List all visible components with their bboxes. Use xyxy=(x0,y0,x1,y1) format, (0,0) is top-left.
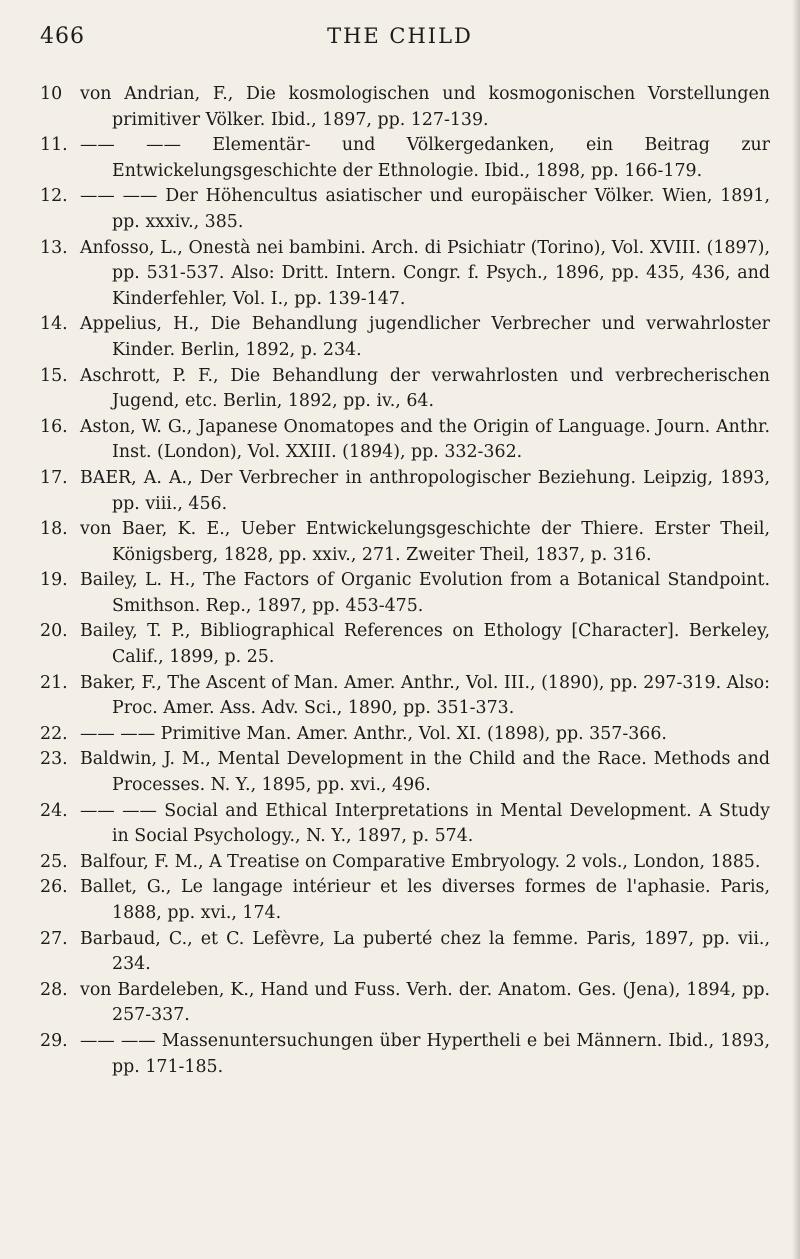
entry-number: 13. xyxy=(40,237,68,258)
entry-text: Aston, W. G., Japanese Onomatopes and the Origin of Language. Journ. Anthr. Inst. (London), Vol. XXIII. (1894), pp. 332-362. xyxy=(80,416,770,463)
running-head: THE CHILD xyxy=(327,24,473,48)
bibliography-entry xyxy=(40,415,770,466)
entry-text: Balfour, F. M., A Treatise on Comparative Embryology. 2 vols., London, 1885. xyxy=(80,851,761,872)
bibliography-entry xyxy=(40,978,770,1029)
entry-text: BAER, A. A., Der Verbrecher in anthropologischer Beziehung. Leipzig, 1893, pp. viii., 456. xyxy=(80,467,770,514)
entry-text: Baker, F., The Ascent of Man. Amer. Anthr., Vol. III., (1890), pp. 297-319. Also: Proc. Amer. Ass. Adv. Sci., 1890, pp. 351-373. xyxy=(80,672,770,719)
page-number: 466 xyxy=(40,24,85,49)
entry-number: 25. xyxy=(40,851,68,872)
entry-number: 29. xyxy=(40,1030,68,1051)
entry-text: von Bardeleben, K., Hand und Fuss. Verh. der. Anatom. Ges. (Jena), 1894, pp. 257-337. xyxy=(80,979,770,1026)
entry-number: 23. xyxy=(40,749,68,770)
entry-number: 17. xyxy=(40,467,68,488)
bibliography-entry xyxy=(40,364,770,415)
bibliography-entry xyxy=(40,619,770,670)
entry-number: 16. xyxy=(40,416,68,437)
entry-text: Bailey, L. H., The Factors of Organic Evolution from a Botanical Standpoint. Smithson. Rep., 1897, pp. 453-475. xyxy=(80,570,770,616)
entry-number: 26. xyxy=(40,877,68,898)
entry-number: 14. xyxy=(40,314,68,335)
entry-text: Anfosso, L., Onestà nei bambini. Arch. di Psichiatr (Torino), Vol. XVIII. (1897), pp. 531-537. Also: Dritt. Intern. Congr. f. Psych., 1896, pp. 435, 436, and Kinderfehler, Vol. I., pp. 139-147. xyxy=(80,237,770,309)
entry-number: 28. xyxy=(40,979,68,1000)
entry-text: von Andrian, F., Die kosmologischen und kosmogonischen Vorstellungen primitiver Völker. Ibid., 1897, pp. 127-139. xyxy=(80,84,770,130)
entry-text: Baldwin, J. M., Mental Development in the Child and the Race. Methods and Processes. N. Y., 1895, pp. xvi., 496. xyxy=(80,749,770,796)
entry-number: 12. xyxy=(40,186,68,207)
entry-text: Appelius, H., Die Behandlung jugendlicher Verbrecher und verwahrloster Kinder. Berlin, 1892, p. 234. xyxy=(80,314,770,360)
entry-number: 24. xyxy=(40,800,68,821)
entry-number: 10 xyxy=(40,84,63,104)
bibliography-entry xyxy=(40,236,770,313)
bibliography-entry xyxy=(40,875,770,926)
bibliography-entry xyxy=(40,312,770,363)
entry-text: von Baer, K. E., Ueber Entwickelungsgeschichte der Thiere. Erster Theil, Königsberg, 1828, pp. xxiv., 271. Zweiter Theil, 1837, p. 316. xyxy=(80,519,770,565)
entry-text: Ballet, G., Le langage intérieur et les diverses formes de l'aphasie. Paris, 1888, pp. xvi., 174. xyxy=(80,877,770,923)
entry-text: Aschrott, P. F., Die Behandlung der verwahrlosten und verbrecherischen Jugend, etc. Berlin, 1892, pp. iv., 64. xyxy=(80,365,770,412)
bibliography-entry xyxy=(40,568,770,619)
entry-text: —— —— Elementär- und Völkergedanken, ein Beitrag zur Entwickelungsgeschichte der Ethnologie. Ibid., 1898, pp. 166-179. xyxy=(80,135,770,181)
page-header xyxy=(40,20,760,60)
bibliography-entry xyxy=(40,850,770,876)
entry-number: 21. xyxy=(40,672,68,693)
entry-number: 18. xyxy=(40,519,68,540)
bibliography-list xyxy=(40,82,770,1080)
bibliography-entry xyxy=(40,747,770,798)
bibliography-entry xyxy=(40,1029,770,1080)
bibliography-entry xyxy=(40,184,770,235)
entry-number: 27. xyxy=(40,928,68,949)
entry-text: —— —— Der Höhencultus asiatischer und europäischer Völker. Wien, 1891, pp. xxxiv., 385. xyxy=(80,186,770,232)
entry-text: —— —— Social and Ethical Interpretations in Mental Development. A Study in Social Psychology., N. Y., 1897, p. 574. xyxy=(80,800,770,847)
entry-number: 22. xyxy=(40,723,68,744)
bibliography-entry xyxy=(40,799,770,850)
entry-number: 19. xyxy=(40,570,68,591)
bibliography-entry xyxy=(40,671,770,722)
bibliography-entry xyxy=(40,517,770,568)
entry-number: 20. xyxy=(40,621,68,642)
bibliography-entry xyxy=(40,466,770,517)
bibliography-entry xyxy=(40,722,770,748)
entry-number: 15. xyxy=(40,365,68,386)
entry-text: Barbaud, C., et C. Lefèvre, La puberté chez la femme. Paris, 1897, pp. vii., 234. xyxy=(80,928,770,975)
entry-text: —— —— Massenuntersuchungen über Hypertheli e bei Männern. Ibid., 1893, pp. 171-185. xyxy=(80,1030,770,1077)
bibliography-entry xyxy=(40,133,770,184)
bibliography-entry xyxy=(40,82,770,133)
entry-text: Bailey, T. P., Bibliographical References on Ethology [Character]. Berkeley, Calif., 1899, p. 25. xyxy=(80,621,770,668)
entry-text: —— —— Primitive Man. Amer. Anthr., Vol. XI. (1898), pp. 357-366. xyxy=(80,723,667,744)
bibliography-entry xyxy=(40,927,770,978)
entry-number: 11. xyxy=(40,135,68,156)
scan-page-edge xyxy=(792,0,800,1259)
